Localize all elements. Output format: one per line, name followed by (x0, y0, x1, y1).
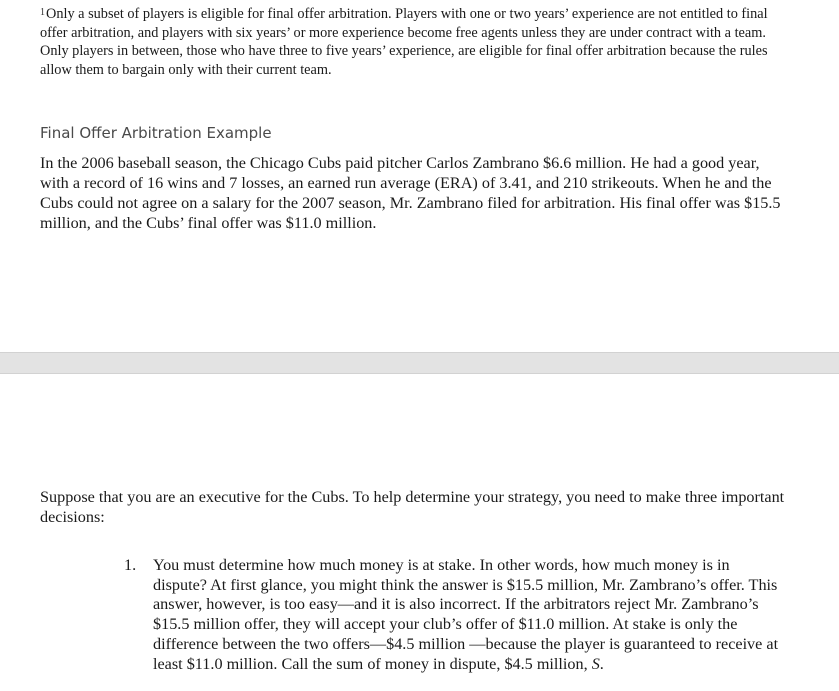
footnote-marker: 1 (40, 7, 45, 18)
list-item-text: You must determine how much money is at stake. In other words, how much money is in dispute? At first glance, you might think the answer is $15.5 million, Mr. Zambrano’s offer. This answer, however, is too easy—and it is also incorrect. If the arbitrators reject Mr. Zambrano’s $15.5 million offer, they will accept your club’s offer of $11.0 million. At stake is only the difference between the two offers—$4.5 million —because the player is guaranteed to receive at least $11.0 million. Call the sum of money in dispute, $4.5 million, (153, 556, 779, 673)
example-paragraph: In the 2006 baseball season, the Chicago Cubs paid pitcher Carlos Zambrano $6.6 million. He had a good year, with a record of 16 wins and 7 losses, an earned run average (ERA) of 3.41, and 210 strikeouts. When he and the Cubs could not agree on a salary for the 2007 season, Mr. Zambrano filed for arbitration. His final offer was $15.5 million, and the Cubs’ final offer was $11.0 million. (40, 154, 781, 232)
page-break (0, 352, 839, 374)
decision-list (0, 556, 783, 674)
list-item-end: . (599, 654, 604, 673)
document-page-bottom (0, 374, 839, 691)
intro-paragraph: Suppose that you are an executive for the Cubs. To help determine your strategy, you need to make three important decisions: (40, 488, 785, 526)
footnote (40, 4, 780, 79)
list-item-variable: S (591, 654, 600, 673)
list-item-number: 1. (124, 556, 137, 574)
footnote-text: Only a subset of players is eligible for final offer arbitration. Players with one or two years’ experience are not entitled to final offer arbitration, and players with six years’ or more experience become free agents unless they are under contract with a team. Only players in between, those who have three to five years’ experience, are eligible for final offer arbitration because the rules allow them to bargain only with their current team. (40, 6, 768, 78)
section-heading: Final Offer Arbitration Example (40, 124, 272, 142)
list-item (0, 556, 783, 674)
